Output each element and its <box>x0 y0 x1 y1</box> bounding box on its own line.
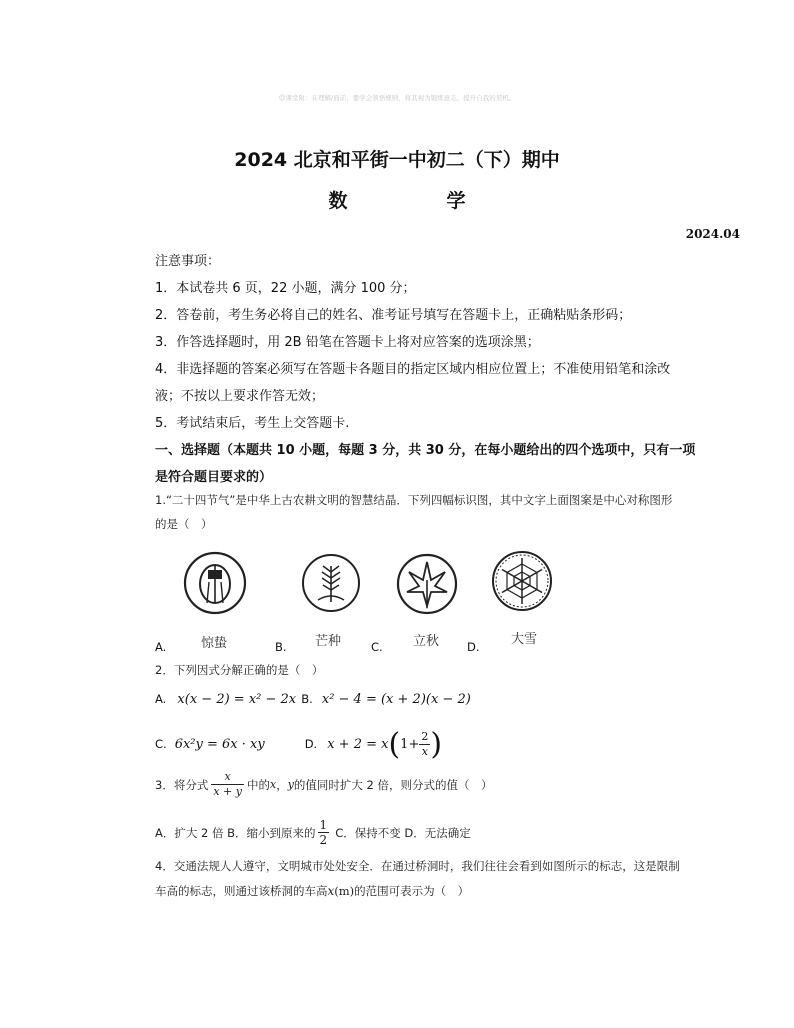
q1-options <box>155 548 655 658</box>
q1-option-c-label: 立秋 <box>413 634 440 649</box>
q4-prefix: 车高的标志，则通过该桥洞的车高 <box>155 884 328 898</box>
notice-item-4-cont: 液；不按以上要求作答无效； <box>155 389 325 404</box>
q1-option-d-label: 大雪 <box>511 632 538 647</box>
watermark: ☺课堂附：在理解/面前，要学会领悟规则，将其视为锻炼意志，提升自我的契机。 <box>278 94 516 102</box>
q2-option-a-math: x(x − 2) = x² − 2x <box>177 692 297 707</box>
q1-option-b-label: 芒种 <box>315 634 342 649</box>
q3-half-fraction: $\frac{1}{2}$ <box>319 818 328 847</box>
q2-stem: 2．下列因式分解正确的是（ ） <box>155 663 324 677</box>
q4-suffix: 的范围可表示为（ ） <box>354 884 470 898</box>
notice-item-1: 1．本试卷共 6 页，22 小题，满分 100 分； <box>155 281 416 296</box>
q2-row-ab <box>155 688 471 707</box>
q2-option-b-letter: B. <box>301 692 313 706</box>
q1-option-a-label: 惊蛰 <box>201 636 228 651</box>
notice-item-3: 3．作答选择题时，用 2B 铅笔在答题卡上将对应答案的选项涂黑； <box>155 335 540 350</box>
notice-item-4: 4．非选择题的答案必须写在答题卡各题目的指定区域内相应位置上；不准使用铅笔和涂改 <box>155 362 671 377</box>
exam-date: 2024.04 <box>685 227 740 241</box>
q2-option-b-math: x² − 4 = (x + 2)(x − 2) <box>321 692 471 707</box>
q2-option-d-letter: D. <box>304 737 318 751</box>
q2-option-d-math: x + 2 = x <box>327 736 389 752</box>
q3-option-ab: A．扩大 2 倍 B．缩小到原来的 <box>155 825 316 840</box>
q3-suffix: 的值同时扩大 2 倍，则分式的值（ ） <box>293 777 493 792</box>
q1-option-b-letter: B. <box>275 640 287 654</box>
q3-fraction: $\frac{x}{x + y}$ <box>213 770 242 798</box>
q2-option-d-one: 1+ <box>400 736 420 752</box>
q3-options <box>155 818 471 847</box>
q4-stem: 4．交通法规人人遵守，文明城市处处安全．在通过桥洞时，我们往往会看到如图所示的标志，这是限制 <box>155 859 680 873</box>
q2-option-c-letter: C. <box>155 737 167 751</box>
q1-option-a-letter: A. <box>155 640 167 654</box>
mangzhong-icon <box>298 550 364 616</box>
daxue-icon <box>489 548 555 614</box>
subject-title: 数 学 <box>328 190 506 212</box>
section-heading: 一、选择题（本题共 10 小题，每题 3 分，共 30 分，在每小题给出的四个选项中，只有一项 <box>155 443 696 458</box>
q3-prefix: 3．将分式 <box>155 777 209 792</box>
q2-option-d-fraction: $\frac{2}{x}$ <box>421 729 429 758</box>
q1-option-c-letter: C. <box>371 640 383 654</box>
q1-option-d-letter: D. <box>467 640 480 654</box>
q3-stem: 3．将分式 $\frac{x}{x + y}$ 中的 x ， y 的值同时扩大 2 倍，则分式的值（ ） <box>155 770 493 798</box>
notice-item-2: 2．答卷前，考生务必将自己的姓名、准考证号填写在答题卡上，正确粘贴条形码； <box>155 308 632 323</box>
q1-stem-cont: 的是（ ） <box>155 517 213 531</box>
q2-option-c-math: 6x²y = 6x · xy <box>174 736 265 752</box>
notice-item-5: 5．考试结束后，考生上交答题卡. <box>155 416 350 431</box>
q3-middle: 中的 <box>246 777 270 792</box>
page-title: 2024 北京和平街一中初二（下）期中 <box>234 149 560 171</box>
notice-heading: 注意事项： <box>155 254 221 269</box>
q1-stem: 1.“二十四节气”是中华上古农耕文明的智慧结晶．下列四幅标识图，其中文字上面图案是中心对称图形 <box>155 493 673 507</box>
q3-var-y: y <box>287 778 294 791</box>
section-heading-cont: 是符合题目要求的） <box>155 470 273 485</box>
q4-stem-cont <box>155 883 469 899</box>
q2-paren-close: ) <box>430 726 443 762</box>
liqiu-icon <box>393 550 461 618</box>
q2-row-cd <box>155 728 442 760</box>
q3-option-cd: C．保持不变 D．无法确定 <box>335 825 471 840</box>
q3-var-x: x <box>269 778 277 791</box>
q4-var: x <box>327 884 335 898</box>
q2-paren-open: ( <box>388 726 401 762</box>
jingzhe-icon <box>180 548 250 618</box>
q2-option-a-letter: A. <box>155 692 167 706</box>
q4-unit: (m) <box>334 884 355 898</box>
